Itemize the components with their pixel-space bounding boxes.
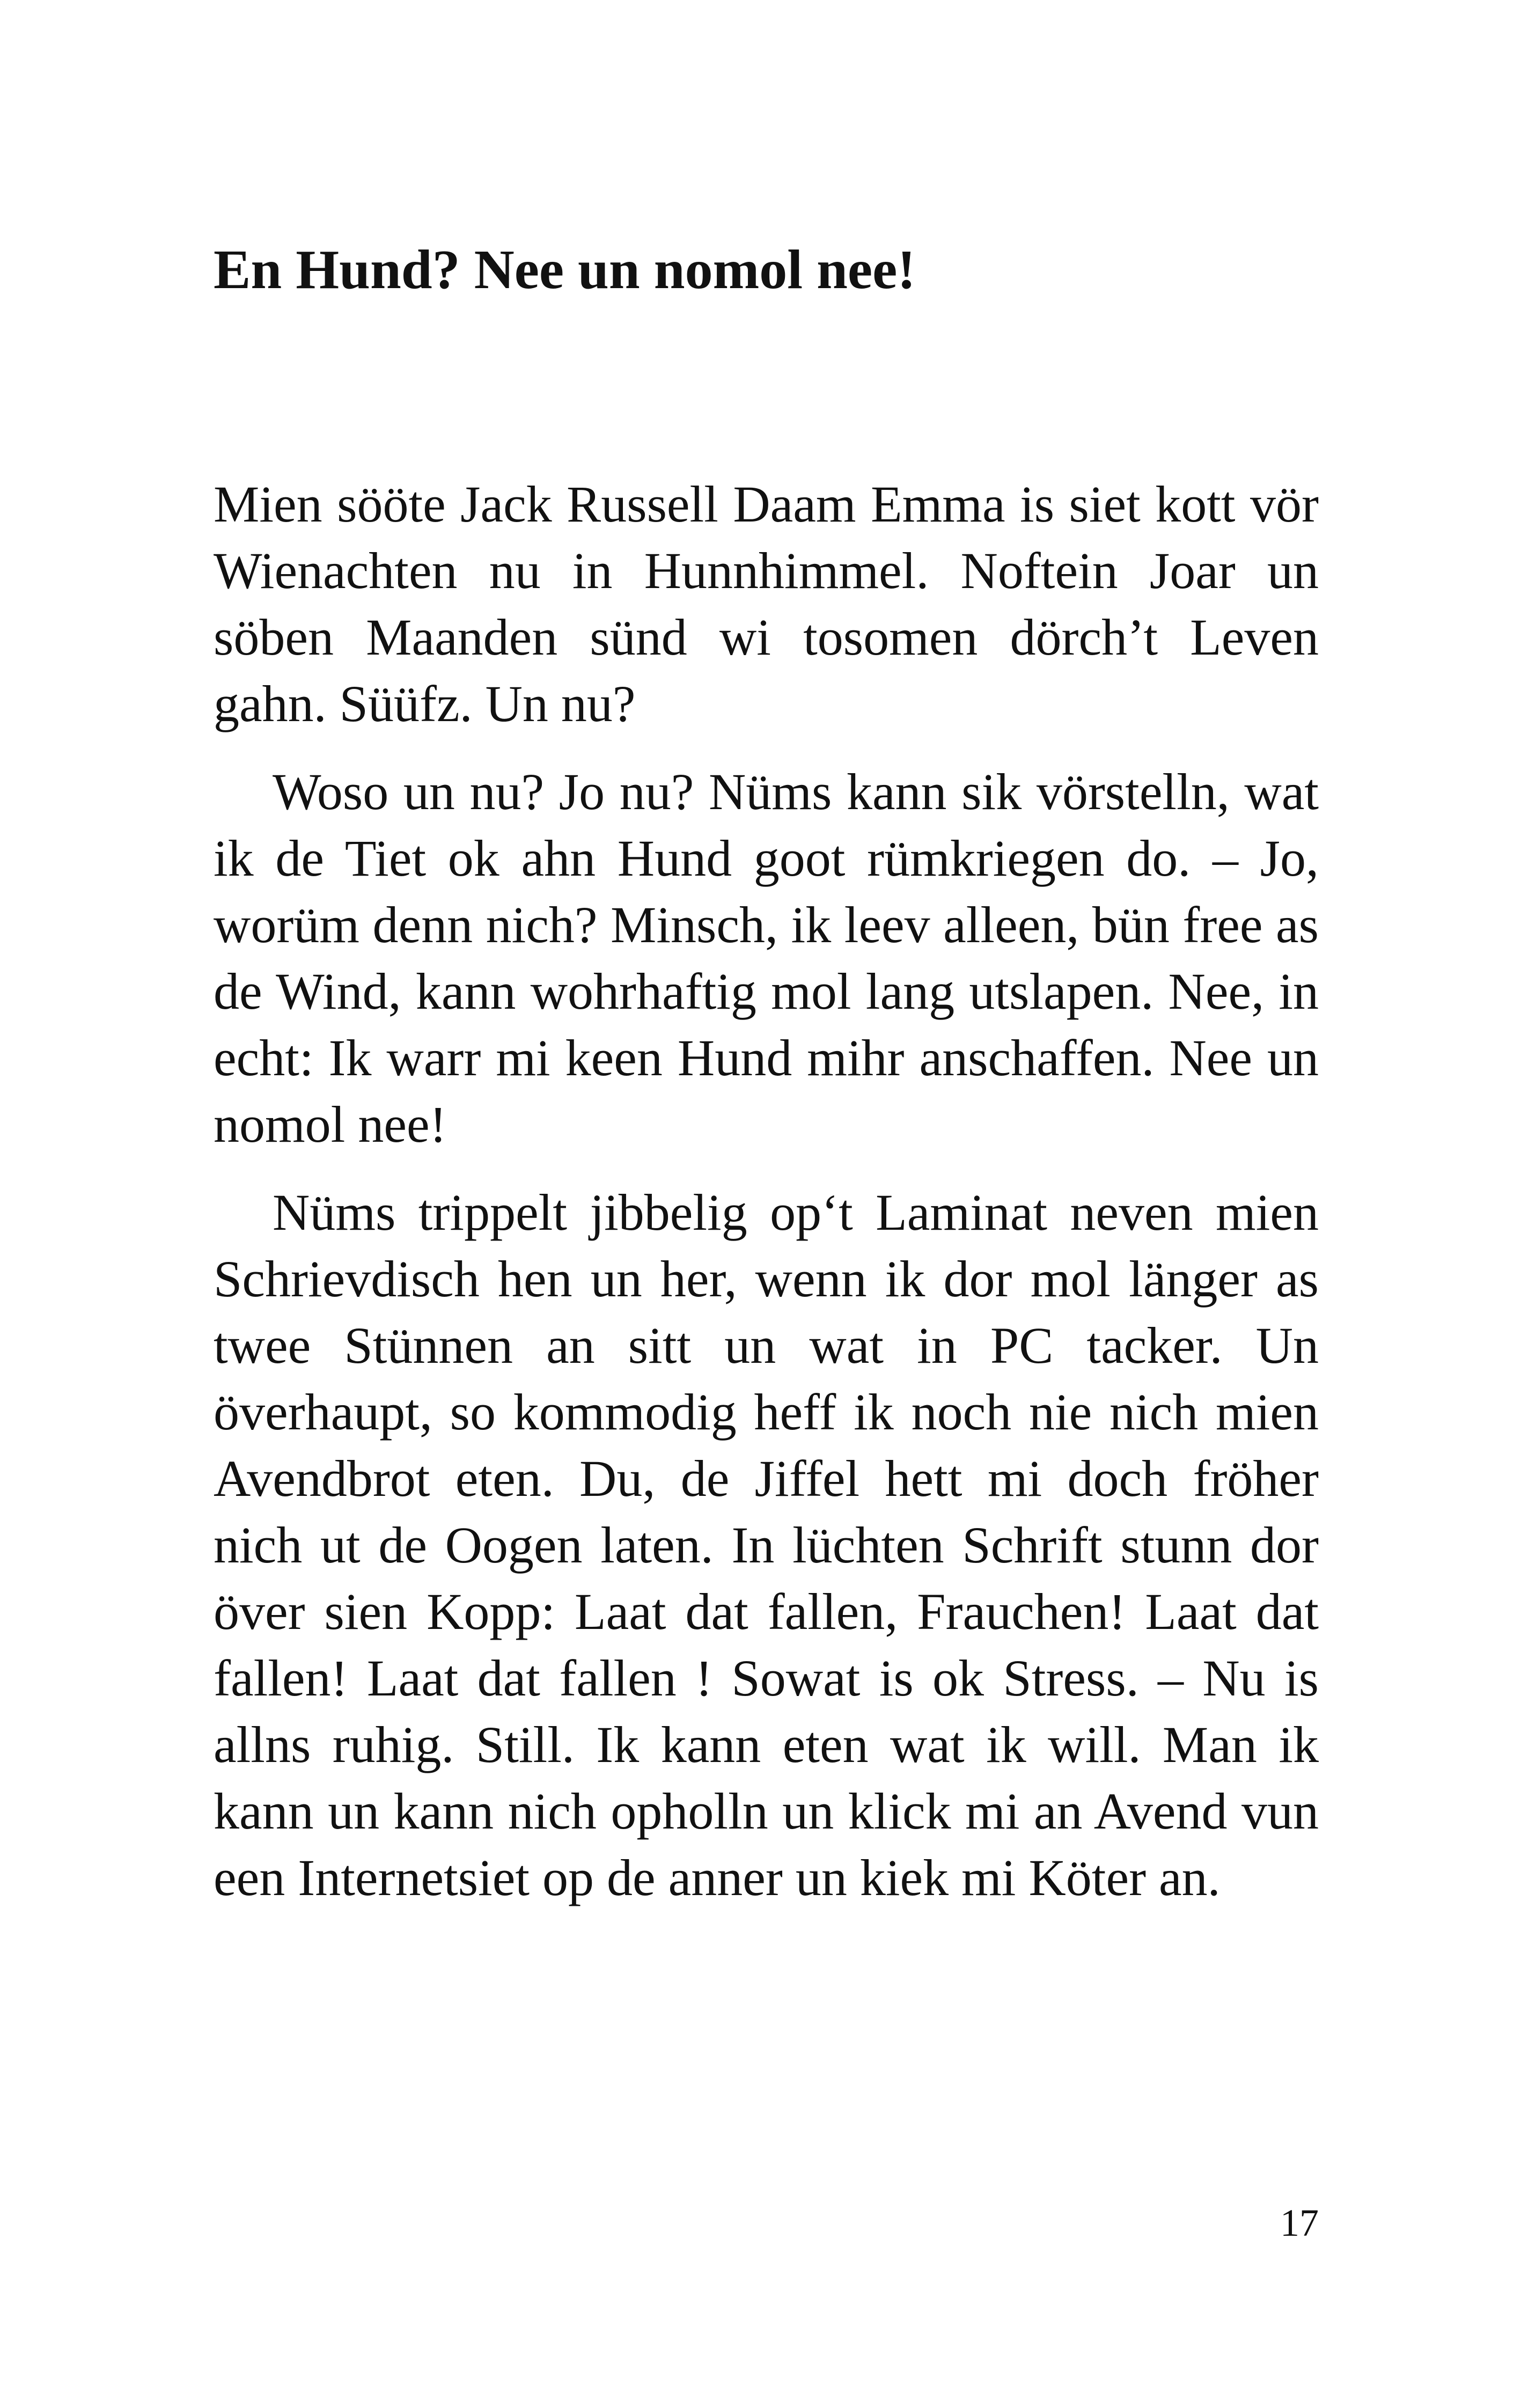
paragraph-1: Mien sööte Jack Russell Daam Emma is siet kott vör Wienachten nu in Hunnhimmel. Noftein Joar un söben Maanden sünd wi tosomen dörch’t Leven gahn. Süüfz. Un nu? <box>214 475 1319 732</box>
paragraph-2: Woso un nu? Jo nu? Nüms kann sik vörstelln, wat ik de Tiet ok ahn Hund goot rümkriegen do. – Jo, worüm denn nich? Minsch, ik leev alleen, bün free as de Wind, kann wohrhaftig mol lang utslapen. Nee, in echt: Ik warr mi keen Hund mihr anschaffen. Nee un nomol nee! <box>214 763 1319 1153</box>
chapter-title: En Hund? Nee un nomol nee! <box>214 239 916 300</box>
body-text <box>214 471 1319 1933</box>
page-number: 17 <box>1280 2201 1319 2244</box>
paragraph-3: Nüms trippelt jibbelig op‘t Laminat neven mien Schrievdisch hen un her, wenn ik dor mol länger as twee Stünnen an sitt un wat in PC tacker. Un överhaupt, so kommodig heff ik noch nie nich mien Avendbrot eten. Du, de Jiffel hett mi doch fröher nich ut de Oogen laten. In lüchten Schrift stunn dor över sien Kopp: Laat dat fallen, Frauchen! Laat dat fallen! Laat dat fallen ! Sowat is ok Stress. – Nu is allns ruhig. Still. Ik kann eten wat ik will. Man ik kann un kann nich opholln un klick mi an Avend vun een Internetsiet op de anner un kiek mi Köter an. <box>214 1184 1319 1906</box>
